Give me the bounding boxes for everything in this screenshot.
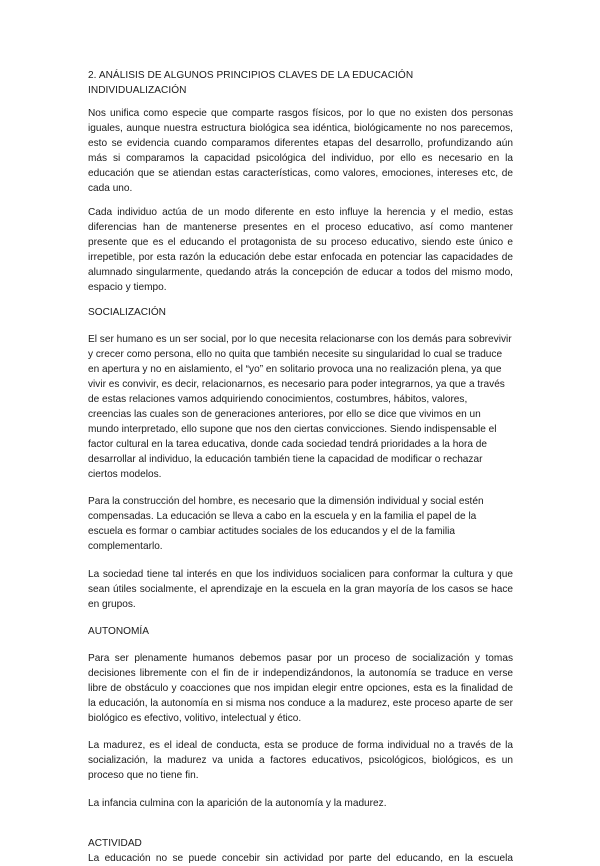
paragraph: La sociedad tiene tal interés en que los individuos socialicen para conformar la cultura y que sean útiles socialmente, el aprendizaje en la escuela en la gran mayoría de los casos se hace en grupos. — [88, 569, 513, 610]
paragraph: Para ser plenamente humanos debemos pasar por un proceso de socialización y tomas decisiones libremente con el fin de ir independizándonos, la autonomía se traduce en verse libre de obstáculo y coacciones que nos impidan elegir entre opciones, esta es la finalidad de la educación, la autonomía en si misma nos conduce a la madurez, este proceso aparte de ser biológico es efectivo, volitivo, intelectual y ético. — [88, 653, 513, 724]
paragraph: La educación no se puede concebir sin actividad por parte del educando, en la escuela — [88, 853, 513, 864]
section-heading-individualizacion: 2. ANÁLISIS DE ALGUNOS PRINCIPIOS CLAVES DE LA EDUCACIÓN INDIVIDUALIZACIÓN — [88, 70, 414, 96]
paragraph: El ser humano es un ser social, por lo que necesita relacionarse con los demás para sobrevivir y crecer como persona, ello no quita que también necesite su singularidad lo cual se traduce en apertura y no en aislamiento, el “yo” en solitario provoca una no realización plena, ya que vivir es convivir, es decir, relacionarnos, es necesario para poder integrarnos, ya que a través de estas relaciones vamos adquiriendo conocimientos, costumbres, hábitos, valores, creencias las cuales son de generaciones anteriores, por ello se dice que vivimos en un mundo interpretado, ello supone que nos den ciertas convicciones. Siendo indispensable el factor cultural en la tarea educativa, donde cada sociedad tendrá prioridades a la hora de desarrollar al individuo, la educación también tiene la capacidad de modificar o rechazar ciertos modelos. — [88, 334, 512, 480]
paragraph: Nos unifica como especie que comparte rasgos físicos, por lo que no existen dos personas iguales, aunque nuestra estructura biológica sea idéntica, biológicamente no nos parecemos, esto se evidencia cuando comparamos diferentes etapas del desarrollo, profundizando aún más si comparamos la capacidad psicológica del individuo, por ello es necesario en la educación que se atiendan estas características, como valores, emociones, intereses etc, de cada uno. — [88, 108, 513, 194]
section-heading-autonomia: AUTONOMÍA — [88, 626, 149, 637]
section-heading-socializacion: SOCIALIZACIÓN — [88, 307, 166, 318]
paragraph: Para la construcción del hombre, es necesario que la dimensión individual y social estén compensadas. La educación se lleva a cabo en la escuela y en la familia el papel de la escuela es formar o cambiar actitudes sociales de los educandos y el de la familia complementarlo. — [88, 496, 484, 552]
paragraph: La infancia culmina con la aparición de la autonomía y la madurez. — [88, 798, 387, 809]
paragraph: Cada individuo actúa de un modo diferente en esto influye la herencia y el medio, estas diferencias han de mantenerse presentes en el proceso educativo, así como mantener presente que es el educando el protagonista de su proceso educativo, siendo este único e irrepetible, por esta razón la educación debe estar enfocada en potenciar las capacidades de alumnado singularmente, quedando atrás la concepción de educar a todos del mismo modo, espacio y tiempo. — [88, 207, 513, 293]
section-heading-actividad: ACTIVIDAD — [88, 838, 142, 849]
paragraph: La madurez, es el ideal de conducta, esta se produce de forma individual no a través de la socialización, la madurez va unida a factores educativos, psicológicos, biológicos, es un proceso que no tiene fin. — [88, 740, 513, 781]
